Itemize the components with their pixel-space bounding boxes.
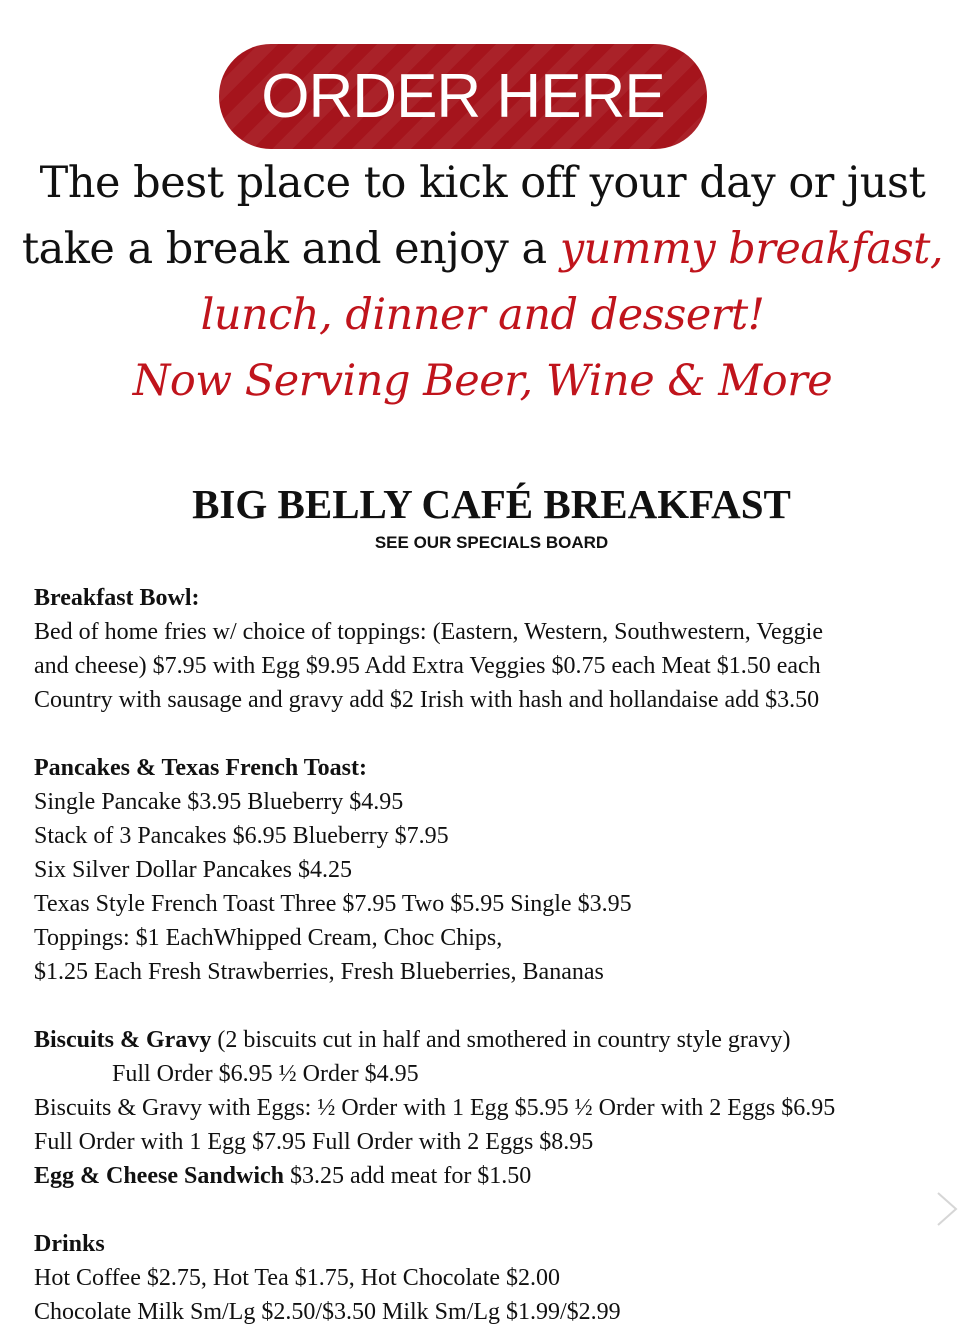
sandwich-name: Egg & Cheese Sandwich [34,1163,285,1189]
section-heading-pancakes: Pancakes & Texas French Toast: [34,755,367,781]
menu-title: BIG BELLY CAFÉ BREAKFAST [192,481,791,527]
section-heading-breakfast-bowl: Breakfast Bowl: [34,585,200,611]
menu-line: and cheese) $7.95 with Egg $9.95 Add Extra Veggies $0.75 each Meat $1.50 each [34,653,821,679]
spacer [34,1193,959,1227]
spacer [34,717,959,751]
menu-line: Stack of 3 Pancakes $6.95 Blueberry $7.95 [34,823,449,849]
menu-line: Country with sausage and gravy add $2 Irish with hash and hollandaise add $3.50 [34,687,820,713]
tagline-beer-wine: Now Serving Beer, Wine & More [132,356,833,406]
menu-line: Biscuits & Gravy with Eggs: ½ Order with 1 Egg $5.95 ½ Order with 2 Eggs $6.95 [34,1095,836,1121]
tagline [20,150,945,414]
section-heading-biscuits: Biscuits & Gravy [34,1027,212,1053]
menu-body [34,581,959,1329]
menu-line: Full Order $6.95 ½ Order $4.95 [112,1061,419,1087]
menu-line: Chocolate Milk Sm/Lg $2.50/$3.50 Milk Sm/Lg $1.99/$2.99 [34,1299,621,1325]
menu-line: Hot Coffee $2.75, Hot Tea $1.75, Hot Chocolate $2.00 [34,1265,561,1291]
biscuits-heading-line [34,1023,959,1057]
menu-line: Single Pancake $3.95 Blueberry $4.95 [34,789,404,815]
menu-line: Six Silver Dollar Pancakes $4.25 [34,857,352,883]
sandwich-line [34,1159,959,1193]
tagline-highlight: yummy breakfast, lunch, dinner and dessert! [200,224,944,340]
menu-line: $1.25 Each Fresh Strawberries, Fresh Blueberries, Bananas [34,959,604,985]
biscuits-description: (2 biscuits cut in half and smothered in country style gravy) [211,1027,791,1053]
order-here-button[interactable]: ORDER HERE [219,44,707,149]
menu-line: Toppings: $1 EachWhipped Cream, Choc Chips, [34,925,503,951]
section-heading-drinks: Drinks [34,1231,105,1257]
menu-subtitle: SEE OUR SPECIALS BOARD [374,533,609,552]
tagline-text: The best place to kick off your day or just take a break and enjoy a [21,158,926,274]
sandwich-description: $3.25 add meat for $1.50 [284,1163,532,1189]
chevron-right-icon[interactable] [932,1190,960,1228]
spacer [34,989,959,1023]
menu-line: Texas Style French Toast Three $7.95 Two $5.95 Single $3.95 [34,891,632,917]
menu-line: Full Order with 1 Egg $7.95 Full Order with 2 Eggs $8.95 [34,1129,594,1155]
menu-line: Bed of home fries w/ choice of toppings: (Eastern, Western, Southwestern, Veggie [34,619,823,645]
